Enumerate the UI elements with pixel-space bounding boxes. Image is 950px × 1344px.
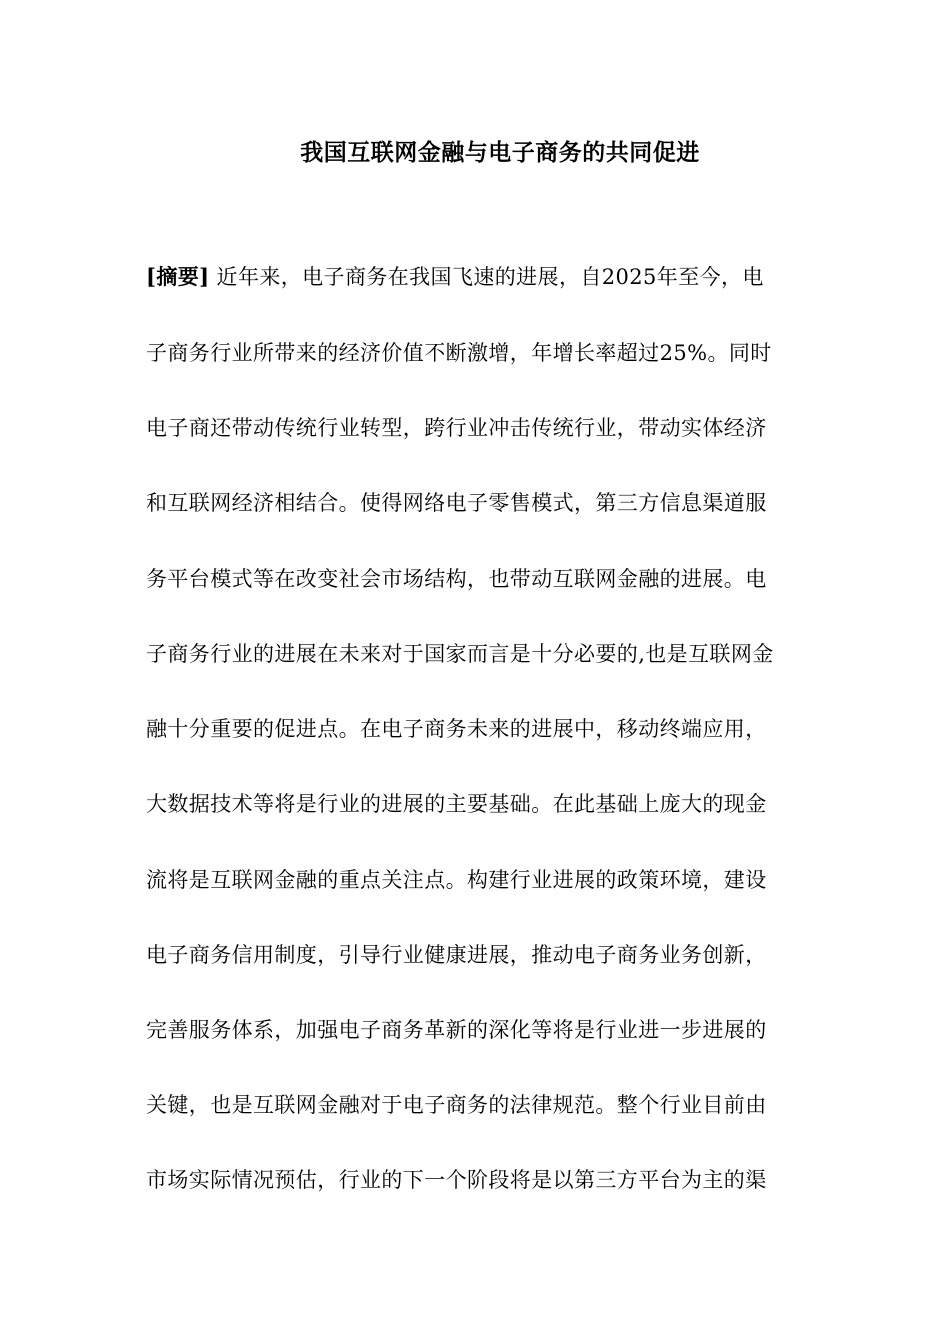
abstract-line: 和互联网经济相结合。使得网络电子零售模式，第三方信息渠道服 <box>146 491 767 515</box>
abstract-line: 子商务行业所带来的经济价值不断激增，年增长率超过25%。同时 <box>146 341 772 365</box>
document-title: 我国互联网金融与电子商务的共同促进 <box>300 139 700 166</box>
abstract-label: [摘要] <box>146 264 210 289</box>
abstract-line: 完善服务体系，加强电子商务革新的深化等将是行业进一步进展的 <box>146 1018 767 1042</box>
abstract-line: 融十分重要的促进点。在电子商务未来的进展中，移动终端应用， <box>146 717 767 741</box>
abstract-line: 电子商还带动传统行业转型，跨行业冲击传统行业，带动实体经济 <box>146 416 767 440</box>
abstract-line: 大数据技术等将是行业的进展的主要基础。在此基础上庞大的现金 <box>146 792 767 816</box>
abstract-line: 电子商务信用制度，引导行业健康进展，推动电子商务业务创新， <box>146 943 767 967</box>
abstract-line: 关键，也是互联网金融对于电子商务的法律规范。整个行业目前由 <box>146 1093 767 1117</box>
abstract-line: 市场实际情况预估，行业的下一个阶段将是以第三方平台为主的渠 <box>146 1168 767 1192</box>
abstract-line: 流将是互联网金融的重点关注点。构建行业进展的政策环境，建设 <box>146 868 767 892</box>
abstract-line: 务平台模式等在改变社会市场结构，也带动互联网金融的进展。电 <box>146 567 767 591</box>
abstract-text: 近年来，电子商务在我国飞速的进展，自2025年至今，电 <box>209 265 764 289</box>
abstract-line <box>146 262 816 292</box>
abstract-line: 子商务行业的进展在未来对于国家而言是十分必要的,也是互联网金 <box>146 642 774 666</box>
